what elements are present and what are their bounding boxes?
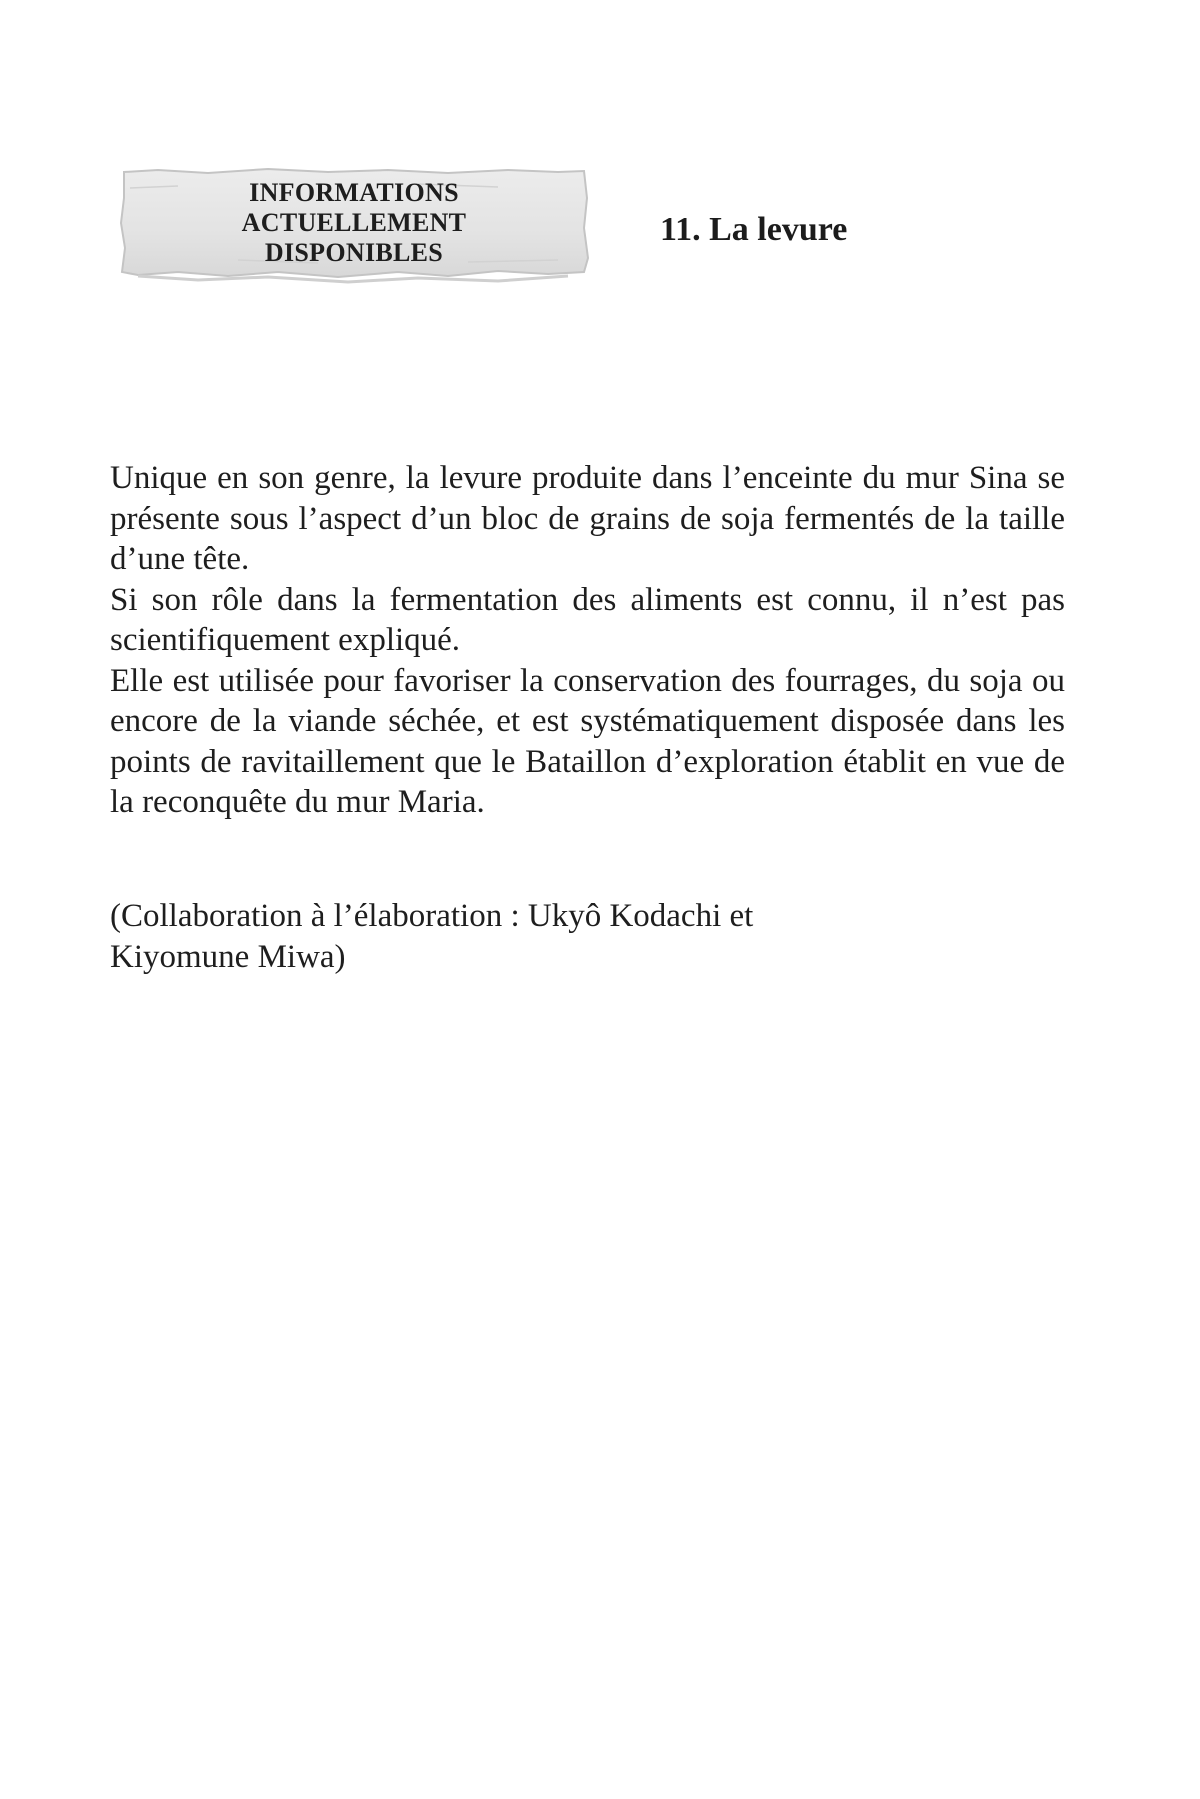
info-label-text [118, 178, 590, 268]
credits-line-2: Kiyomune Miwa) [110, 938, 346, 975]
paragraph: Si son rôle dans la fermentation des aliments est connu, il n’est pas scientifiquement expliqué. [110, 581, 1065, 658]
label-line-1: INFORMATIONS [249, 178, 459, 207]
info-label-box [118, 168, 590, 284]
label-line-2: ACTUELLEMENT [241, 208, 467, 237]
credits-line-1: (Collaboration à l’élaboration : Ukyô Kodachi et [110, 898, 754, 934]
paragraph: Elle est utilisée pour favoriser la conservation des fourrages, du soja ou encore de la viande séchée, et est systématiquement disposée dans les points de ravitaillement que le Bataillon d’exploration établit en vue de la reconquête du mur Maria. [110, 662, 1065, 820]
chapter-title: 11. La levure [660, 211, 848, 248]
label-line-3: DISPONIBLES [264, 238, 444, 267]
credits [110, 896, 1010, 977]
body-text [110, 458, 1065, 823]
paragraph: Unique en son genre, la levure produite dans l’enceinte du mur Sina se présente sous l’aspect d’un bloc de grains de soja fermentés de la taille d’une tête. [110, 460, 1065, 577]
